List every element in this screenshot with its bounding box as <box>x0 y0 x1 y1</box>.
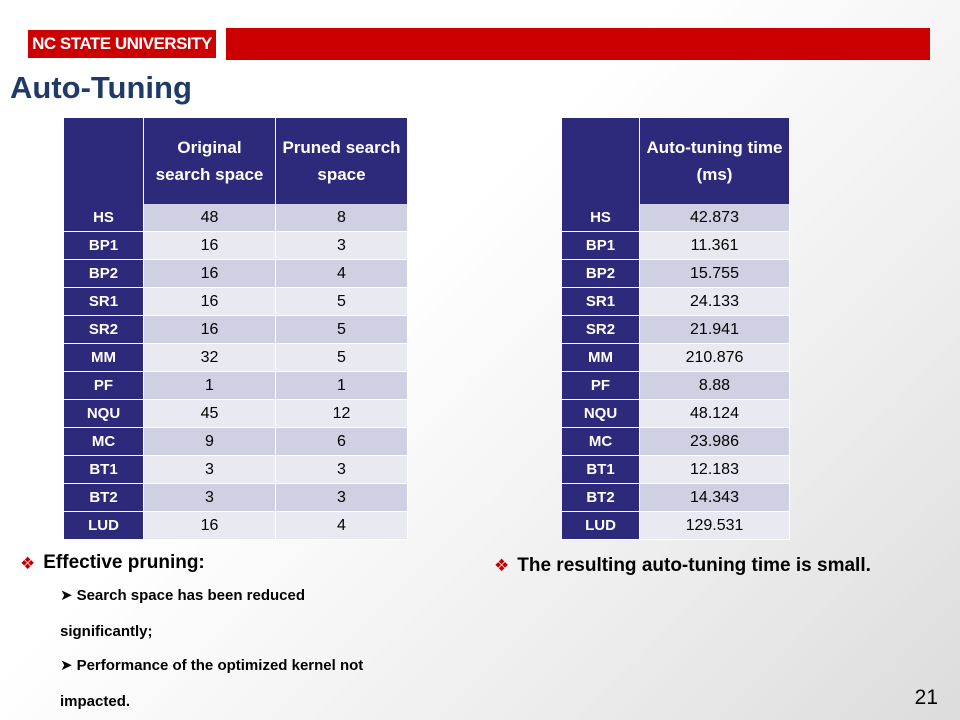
table-cell: 1 <box>276 372 408 400</box>
row-label: BP2 <box>562 260 640 288</box>
table-cell: 32 <box>144 344 276 372</box>
row-label: PF <box>64 372 144 400</box>
table-cell: 129.531 <box>640 512 790 540</box>
university-logo <box>26 28 218 60</box>
table-row <box>64 512 408 540</box>
row-label: BP1 <box>64 232 144 260</box>
table-row <box>562 344 790 372</box>
table-cell: 8.88 <box>640 372 790 400</box>
row-label: LUD <box>64 512 144 540</box>
table-row <box>562 484 790 512</box>
table-row <box>64 456 408 484</box>
table-cell: 42.873 <box>640 204 790 232</box>
table-row <box>562 400 790 428</box>
table-cell: 9 <box>144 428 276 456</box>
arrow-bullet-icon: ➤ <box>60 587 73 604</box>
row-label: HS <box>562 204 640 232</box>
table-cell: 4 <box>276 512 408 540</box>
table-row <box>64 428 408 456</box>
table-cell: 48.124 <box>640 400 790 428</box>
table-cell: 16 <box>144 260 276 288</box>
bullet-effective-pruning <box>20 552 205 575</box>
table-row <box>562 512 790 540</box>
table-row <box>562 288 790 316</box>
table1-header-original: Original search space <box>144 118 276 204</box>
table-cell: 6 <box>276 428 408 456</box>
table-cell: 4 <box>276 260 408 288</box>
bullet-autotuning-time <box>494 554 914 577</box>
table-cell: 210.876 <box>640 344 790 372</box>
row-label: MC <box>562 428 640 456</box>
row-label: MM <box>562 344 640 372</box>
diamond-bullet-icon: ❖ <box>494 556 510 575</box>
arrow-bullet-icon: ➤ <box>60 657 73 674</box>
autotuning-time-table <box>562 118 790 540</box>
table-cell: 16 <box>144 512 276 540</box>
table-row <box>562 260 790 288</box>
row-label: SR2 <box>562 316 640 344</box>
table-cell: 5 <box>276 288 408 316</box>
row-label: BT2 <box>562 484 640 512</box>
row-label: PF <box>562 372 640 400</box>
row-label: LUD <box>562 512 640 540</box>
row-label: NQU <box>562 400 640 428</box>
table-row <box>64 372 408 400</box>
table-row <box>562 372 790 400</box>
row-label: MM <box>64 344 144 372</box>
slide-title: Auto-Tuning <box>10 70 192 105</box>
row-label: BP1 <box>562 232 640 260</box>
table-cell: 5 <box>276 344 408 372</box>
table-row <box>562 316 790 344</box>
table-cell: 12 <box>276 400 408 428</box>
table1-corner-header <box>64 118 144 204</box>
row-label: NQU <box>64 400 144 428</box>
sub-bullet-search-space <box>60 578 400 650</box>
row-label: SR1 <box>562 288 640 316</box>
table-row <box>562 232 790 260</box>
table-cell: 8 <box>276 204 408 232</box>
table-cell: 16 <box>144 288 276 316</box>
diamond-bullet-icon: ❖ <box>20 554 36 573</box>
row-label: BT1 <box>562 456 640 484</box>
table-cell: 11.361 <box>640 232 790 260</box>
sub-bullet-text: Performance of the optimized kernel not impacted. <box>60 657 364 710</box>
search-space-table <box>64 118 408 540</box>
table-row <box>64 260 408 288</box>
sub-bullet-performance <box>60 648 400 720</box>
sub-bullet-text: Search space has been reduced significantly; <box>60 587 306 640</box>
row-label: MC <box>64 428 144 456</box>
table2-corner-header <box>562 118 640 204</box>
table-row <box>64 344 408 372</box>
table-cell: 3 <box>144 484 276 512</box>
table-cell: 16 <box>144 232 276 260</box>
table1-header-pruned: Pruned search space <box>276 118 408 204</box>
table-cell: 1 <box>144 372 276 400</box>
logo-text: NC STATE UNIVERSITY <box>32 34 212 53</box>
table-row <box>64 316 408 344</box>
table-row <box>562 204 790 232</box>
table-cell: 3 <box>144 456 276 484</box>
table-cell: 3 <box>276 484 408 512</box>
row-label: SR2 <box>64 316 144 344</box>
table-cell: 45 <box>144 400 276 428</box>
table-cell: 15.755 <box>640 260 790 288</box>
table-cell: 12.183 <box>640 456 790 484</box>
table-row <box>64 484 408 512</box>
row-label: BP2 <box>64 260 144 288</box>
page-number: 21 <box>914 686 938 709</box>
row-label: HS <box>64 204 144 232</box>
table-cell: 14.343 <box>640 484 790 512</box>
table-row <box>562 428 790 456</box>
table-row <box>64 232 408 260</box>
row-label: BT2 <box>64 484 144 512</box>
table-row <box>64 204 408 232</box>
table-row <box>64 400 408 428</box>
table-cell: 24.133 <box>640 288 790 316</box>
table-row <box>64 288 408 316</box>
header-bar <box>226 28 930 60</box>
table-cell: 48 <box>144 204 276 232</box>
table-cell: 3 <box>276 232 408 260</box>
row-label: SR1 <box>64 288 144 316</box>
table-cell: 5 <box>276 316 408 344</box>
bullet-heading: The resulting auto-tuning time is small. <box>517 555 871 576</box>
bullet-heading: Effective pruning: <box>43 552 205 573</box>
table-row <box>562 456 790 484</box>
table-cell: 23.986 <box>640 428 790 456</box>
table2-header-time: Auto-tuning time (ms) <box>640 118 790 204</box>
table-cell: 21.941 <box>640 316 790 344</box>
table-cell: 16 <box>144 316 276 344</box>
table-cell: 3 <box>276 456 408 484</box>
row-label: BT1 <box>64 456 144 484</box>
